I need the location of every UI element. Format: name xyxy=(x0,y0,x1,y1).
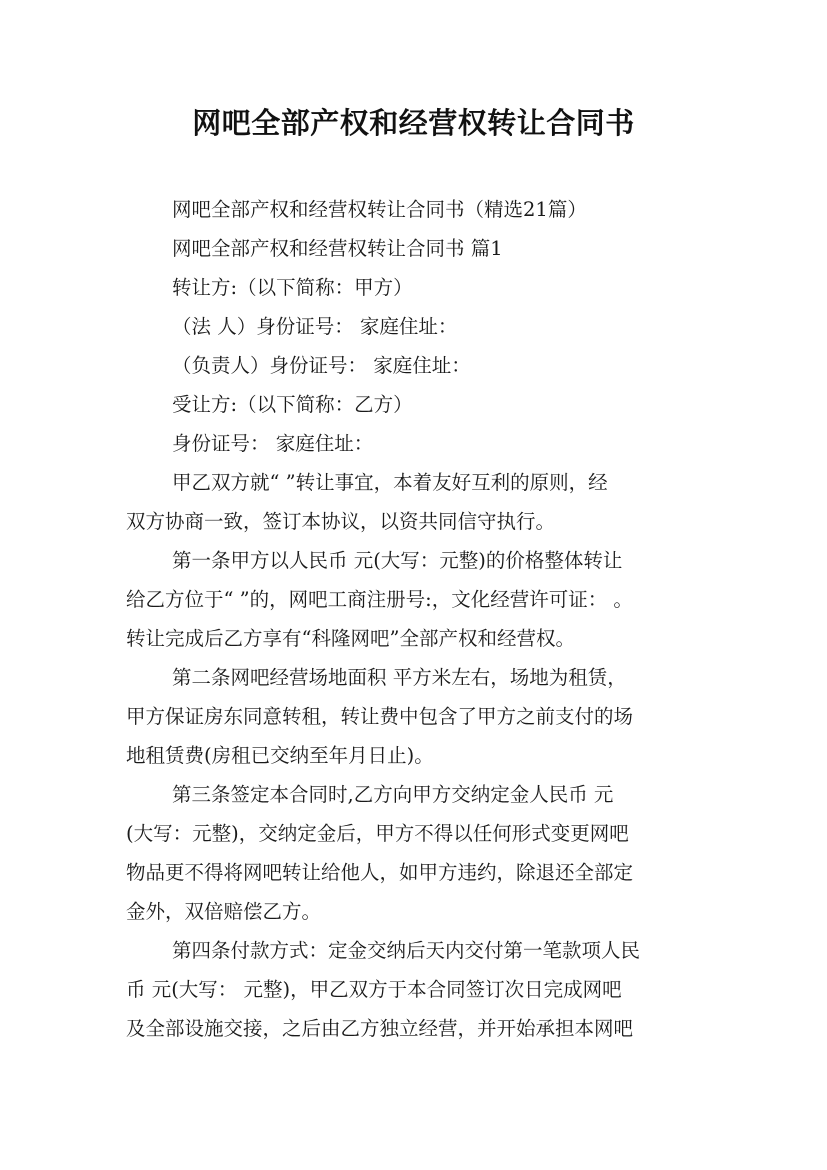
text-line: 币 元(大写： 元整)，甲乙双方于本合同签订次日完成网吧 xyxy=(126,978,622,1001)
text-line: 第一条甲方以人民币 元(大写：元整)的价格整体转让 xyxy=(172,549,623,572)
text-line: 第二条网吧经营场地面积 平方米左右，场地为租赁， xyxy=(172,666,627,689)
text-line: 双方协商一致，签订本协议，以资共同信守执行。 xyxy=(126,510,556,533)
document-title: 网吧全部产权和经营权转让合同书 xyxy=(192,106,635,140)
text-line: （法 人）身份证号： 家庭住址： xyxy=(172,315,458,338)
text-line: 转让完成后乙方享有“科隆网吧”全部产权和经营权。 xyxy=(126,627,575,650)
text-line: 甲方保证房东同意转租，转让费中包含了甲方之前支付的场 xyxy=(126,705,634,728)
text-line: 网吧全部产权和经营权转让合同书（精选21篇） xyxy=(172,198,587,221)
text-line: 第四条付款方式：定金交纳后天内交付第一笔款项人民 xyxy=(172,939,641,962)
text-line: 网吧全部产权和经营权转让合同书 篇1 xyxy=(172,237,503,260)
text-line: 地租赁费(房租已交纳至年月日止)。 xyxy=(126,744,434,767)
text-line: 受让方:（以下简称：乙方） xyxy=(172,393,413,416)
text-line: 给乙方位于“ ”的，网吧工商注册号:，文化经营许可证： 。 xyxy=(126,588,633,611)
document-body xyxy=(126,190,706,1048)
text-line: 金外，双倍赔偿乙方。 xyxy=(126,900,322,923)
text-line: 甲乙双方就“ ”转让事宜，本着友好互利的原则，经 xyxy=(172,471,608,494)
text-line: (大写：元整)，交纳定金后，甲方不得以任何形式变更网吧 xyxy=(126,822,629,845)
text-line: 物品更不得将网吧转让给他人，如甲方违约，除退还全部定 xyxy=(126,861,634,884)
text-line: （负责人）身份证号： 家庭住址： xyxy=(172,354,471,377)
text-line: 身份证号： 家庭住址： xyxy=(172,432,374,455)
text-line: 及全部设施交接，之后由乙方独立经营，并开始承担本网吧 xyxy=(126,1017,634,1040)
text-line: 转让方:（以下简称：甲方） xyxy=(172,276,413,299)
text-line: 第三条签定本合同时,乙方向甲方交纳定金人民币 元 xyxy=(172,783,614,806)
